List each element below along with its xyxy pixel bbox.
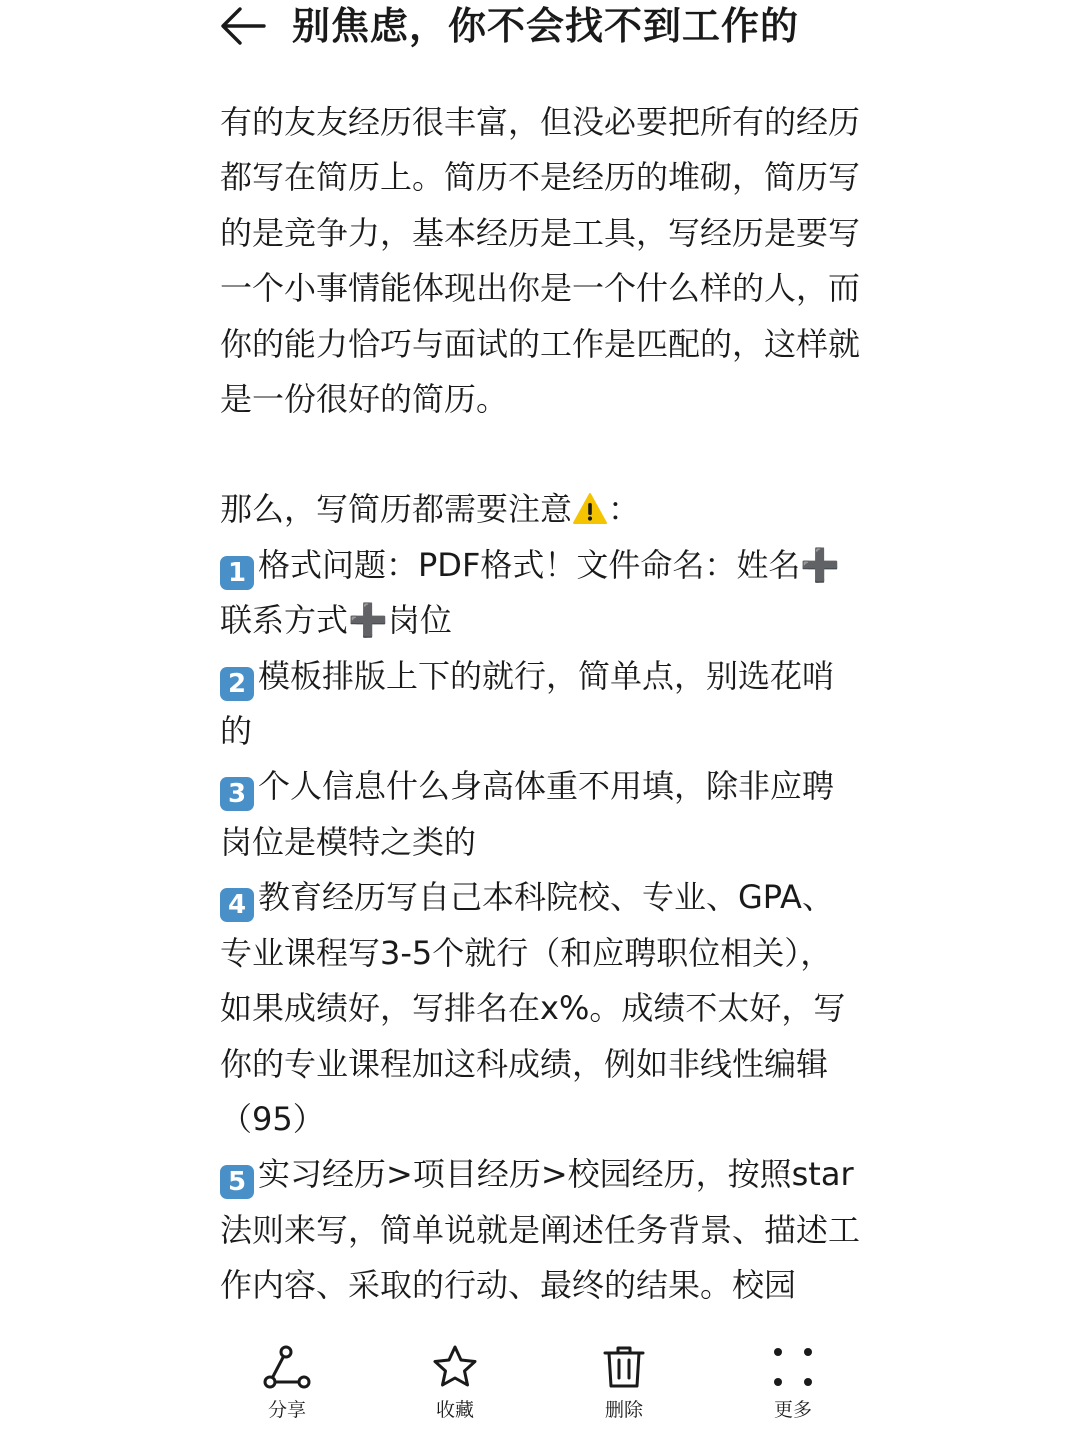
header-bar — [0, 0, 1080, 60]
more-button[interactable] — [733, 1344, 853, 1434]
favorite-label: 收藏 — [435, 1399, 474, 1421]
number-1-icon: 1 — [220, 556, 254, 590]
warning-icon — [572, 492, 608, 526]
lead-text: 那么，写简历都需要注意 — [220, 490, 573, 529]
more-grid-icon — [768, 1344, 818, 1390]
list-item — [220, 759, 860, 870]
list-item — [220, 649, 860, 760]
list-item — [220, 870, 860, 1147]
list-item — [220, 538, 860, 649]
note-content — [220, 95, 860, 1314]
intro-paragraph: 有的友友经历很丰富，但没必要把所有的经历都写在简历上。简历不是经历的堆砌，简历写的是竞争力，基本经历是工具，写经历是要写一个小事情能体现出你是一个什么样的人，而你的能力恰巧与面试的工作是匹配的，这样就是一份很好的简历。 — [220, 103, 861, 419]
delete-label: 删除 — [604, 1399, 643, 1421]
back-button[interactable] — [218, 4, 268, 48]
lead-line — [220, 482, 860, 537]
trash-icon — [599, 1344, 649, 1390]
list-item — [220, 1147, 860, 1313]
favorite-button[interactable] — [395, 1344, 515, 1434]
bottom-toolbar — [0, 1330, 1080, 1440]
number-2-icon: 2 — [220, 667, 254, 701]
point-text: 实习经历>项目经历>校园经历，按照star法则来写，简单说就是阐述任务背景、描述工作内容、采取的行动、最终的结果。校园 — [220, 1155, 861, 1305]
point-text: 模板排版上下的就行，简单点，别选花哨的 — [220, 656, 835, 751]
paragraph-spacer — [220, 427, 860, 482]
share-label: 分享 — [267, 1399, 306, 1421]
point-text: 教育经历写自己本科院校、专业、GPA、专业课程写3-5个就行（和应聘职位相关），如果成绩好，写排名在x%。成绩不太好，写你的专业课程加这科成绩，例如非线性编辑（95） — [220, 878, 846, 1138]
point-text: 格式问题：PDF格式！文件命名：姓名➕联系方式➕岗位 — [220, 545, 841, 640]
point-text: 个人信息什么身高体重不用填，除非应聘岗位是模特之类的 — [220, 767, 835, 861]
arrow-left-icon — [218, 4, 268, 48]
delete-button[interactable] — [564, 1344, 684, 1434]
star-icon — [430, 1344, 480, 1390]
more-label: 更多 — [773, 1399, 812, 1421]
lead-suffix: ： — [608, 490, 641, 529]
number-3-icon: 3 — [220, 777, 254, 811]
number-5-icon: 5 — [220, 1165, 254, 1199]
share-button[interactable] — [227, 1344, 347, 1434]
share-icon — [262, 1344, 312, 1390]
number-4-icon: 4 — [220, 888, 254, 922]
page-title: 别焦虑，你不会找不到工作的 — [292, 4, 800, 48]
